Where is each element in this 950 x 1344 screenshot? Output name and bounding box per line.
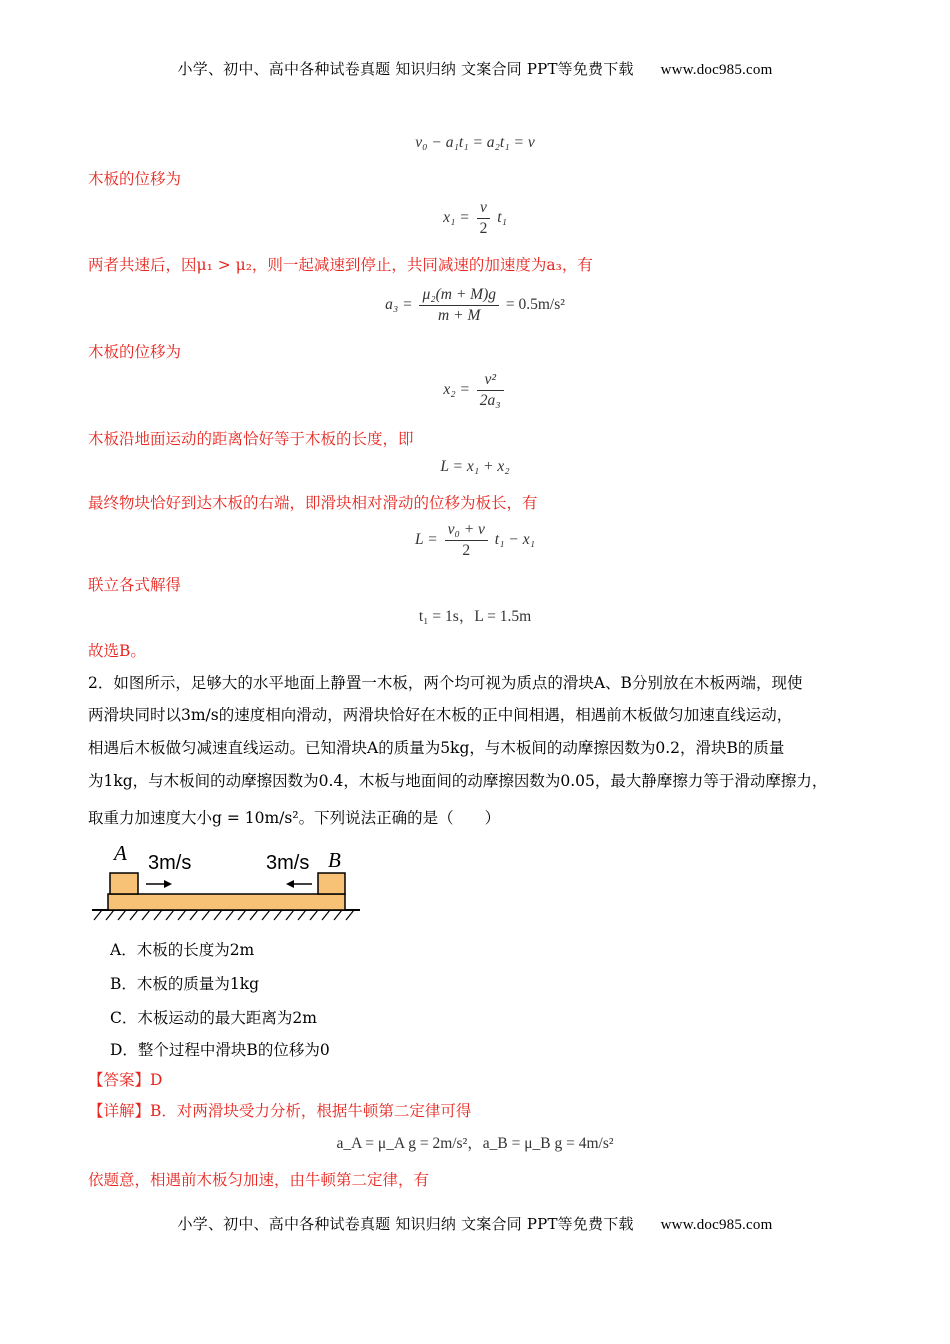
equation-velocity: v₀ − a₁t₁ = a₂t₁ = v bbox=[415, 134, 535, 151]
page-header bbox=[0, 58, 950, 79]
answer-value: D bbox=[150, 1071, 163, 1089]
equation-accelerations: a_A = μ_A g = 2m/s²，a_B = μ_B g = 4m/s² bbox=[336, 1135, 614, 1152]
option-c[interactable]: C．木板运动的最大距离为2m bbox=[110, 1009, 317, 1027]
text-choose: 故选B。 bbox=[88, 642, 146, 660]
equation-L2: L = $\frac{\text{v₀ + v}}{2}$ t₁ − x₁ bbox=[415, 521, 535, 559]
option-d[interactable]: D．整个过程中滑块B的位移为0 bbox=[110, 1041, 330, 1059]
block-b bbox=[318, 873, 345, 894]
question2-line5: 取重力加速度大小g = 10m/s²。下列说法正确的是（ ） bbox=[88, 809, 501, 827]
label-board-displacement: 木板的位移为 bbox=[88, 170, 182, 188]
speed-b: 3m/s bbox=[266, 852, 310, 874]
wooden-board bbox=[108, 894, 345, 910]
page-footer bbox=[0, 1213, 950, 1234]
equation-L1: L = x₁ + x₂ bbox=[440, 458, 510, 475]
detail-text: B．对两滑块受力分析，根据牛顿第二定律可得 bbox=[150, 1102, 472, 1120]
equation-x1: x₁ = $\frac{v}{2}$ t₁ bbox=[443, 199, 507, 237]
answer-tag: 【答案】 bbox=[88, 1071, 151, 1089]
text-common-speed: 两者共速后，因μ₁ > μ₂，则一起减速到停止，共同减速的加速度为a₃，有 bbox=[88, 256, 593, 274]
block-a bbox=[110, 873, 138, 894]
speed-a: 3m/s bbox=[148, 852, 192, 874]
question2-line1: 2．如图所示，足够大的水平地面上静置一木板，两个均可视为质点的滑块A、B分别放在木板两端，现使 bbox=[88, 674, 803, 692]
equation-x2: x₂ = $\frac{\text{v²}}{\text{2a₃}}$ bbox=[0, 370, 950, 411]
question2-line3: 相遇后木板做匀减速直线运动。已知滑块A的质量为5kg，与木板间的动摩擦因数为0.2，滑块B的质量 bbox=[88, 739, 785, 757]
label-a: A bbox=[114, 841, 127, 865]
arrow-right-icon bbox=[146, 880, 172, 888]
text-solve: 联立各式解得 bbox=[88, 576, 182, 594]
label-b: B bbox=[328, 848, 341, 872]
text-board-length: 木板沿地面运动的距离恰好等于木板的长度，即 bbox=[88, 430, 414, 448]
label-board-displacement-2: 木板的位移为 bbox=[88, 343, 182, 361]
option-b[interactable]: B．木板的质量为1kg bbox=[110, 975, 260, 993]
footer-text: 小学、初中、高中各种试卷真题 知识归纳 文案合同 PPT等免费下载 bbox=[177, 1215, 634, 1233]
option-a[interactable]: A．木板的长度为2m bbox=[110, 941, 255, 959]
ground-hatching bbox=[92, 910, 360, 920]
figure-board-blocks bbox=[90, 840, 365, 930]
answer-line bbox=[88, 1068, 162, 1090]
question2-line4: 为1kg，与木板间的动摩擦因数为0.4，木板与地面间的动摩擦因数为0.05，最大静摩擦力等于滑动摩擦力， bbox=[88, 772, 828, 790]
text-final-line: 依题意，相遇前木板匀加速，由牛顿第二定律，有 bbox=[88, 1171, 430, 1189]
text-final-block: 最终物块恰好到达木板的右端，即滑块相对滑动的位移为板长，有 bbox=[88, 494, 538, 512]
detail-line bbox=[88, 1099, 471, 1121]
detail-tag: 【详解】 bbox=[88, 1102, 151, 1120]
question2-line2: 两滑块同时以3m/s的速度相向滑动，两滑块恰好在木板的正中间相遇，相遇前木板做匀加速直线运动， bbox=[88, 706, 793, 724]
arrow-left-icon bbox=[286, 880, 312, 888]
header-text: 小学、初中、高中各种试卷真题 知识归纳 文案合同 PPT等免费下载 bbox=[177, 60, 634, 78]
equation-result: t₁ = 1s，L = 1.5m bbox=[418, 608, 532, 625]
equation-a3: a₃ = $\frac{\text{μ₂(m + M)g}}{m + M}$ = 0.5m/s² bbox=[385, 286, 565, 324]
footer-url[interactable]: www.doc985.com bbox=[660, 1217, 773, 1233]
header-url[interactable]: www.doc985.com bbox=[660, 62, 773, 78]
